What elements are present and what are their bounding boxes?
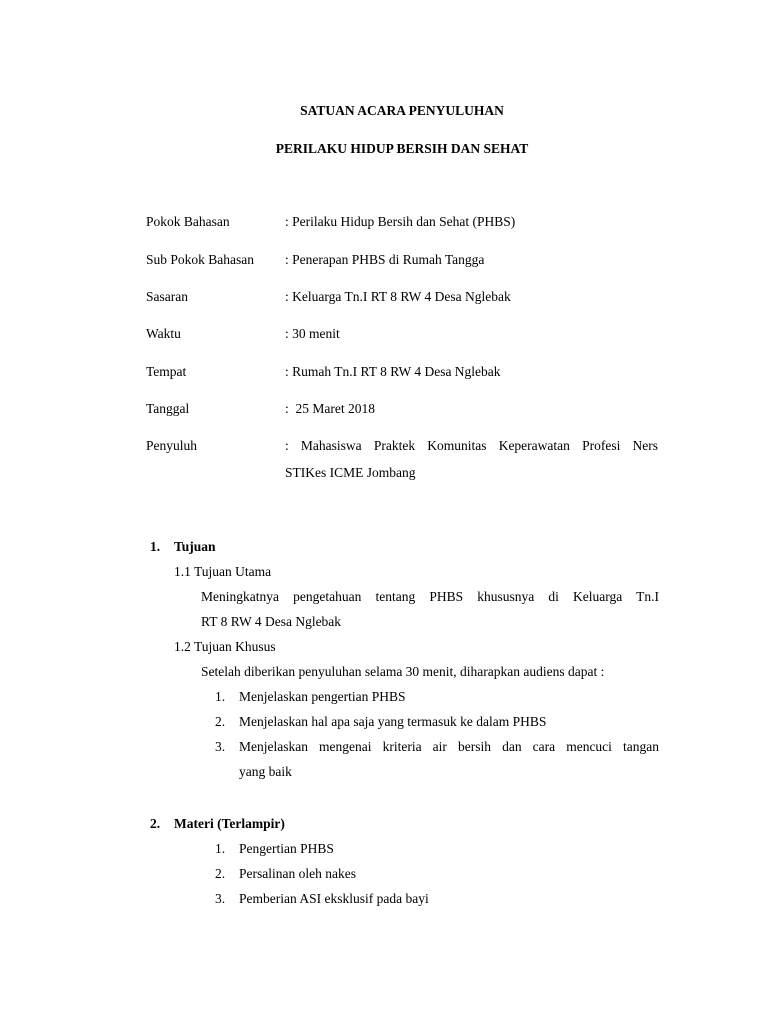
info-label-penyuluh: Penyuluh [146,438,198,453]
tujuan-khusus-item-3-line-2: yang baik [239,764,292,779]
tujuan-utama-text-line-2: RT 8 RW 4 Desa Nglebak [201,614,342,629]
tujuan-khusus-item-3-number: 3. [215,739,226,754]
info-label-pokok-bahasan: Pokok Bahasan [146,214,230,229]
info-value-tempat: : Rumah Tn.I RT 8 RW 4 Desa Nglebak [285,364,501,379]
info-label-sub-pokok-bahasan: Sub Pokok Bahasan [146,252,254,267]
materi-item-2-number: 2. [215,866,226,881]
info-value-penyuluh-line-2: STIKes ICME Jombang [285,465,416,480]
section-1-number: 1. [150,539,161,554]
tujuan-khusus-item-3: Menjelaskan mengenai kriteria air bersih dan cara mencuci tangan [239,739,659,754]
document-subtitle: PERILAKU HIDUP BERSIH DAN SEHAT [275,141,529,156]
info-value-pokok-bahasan: : Perilaku Hidup Bersih dan Sehat (PHBS) [285,214,516,229]
info-value-waktu: : 30 menit [285,326,340,341]
materi-item-2: Persalinan oleh nakes [239,866,356,881]
info-label-sasaran: Sasaran [146,289,188,304]
info-label-tanggal: Tanggal [146,401,190,416]
section-2-number: 2. [150,816,161,831]
materi-item-1-number: 1. [215,841,226,856]
tujuan-utama-label: 1.1 Tujuan Utama [174,564,272,579]
section-1-heading: Tujuan [174,539,216,554]
materi-item-1: Pengertian PHBS [239,841,334,856]
tujuan-utama-text: Meningkatnya pengetahuan tentang PHBS khususnya di Keluarga Tn.I [201,589,659,604]
info-value-tanggal: : 25 Maret 2018 [285,401,375,416]
info-label-tempat: Tempat [146,364,187,379]
info-value-sub-pokok-bahasan: : Penerapan PHBS di Rumah Tangga [285,252,485,267]
section-2-heading: Materi (Terlampir) [174,816,285,831]
tujuan-khusus-item-2-number: 2. [215,714,226,729]
materi-item-3: Pemberian ASI eksklusif pada bayi [239,891,429,906]
tujuan-khusus-intro: Setelah diberikan penyuluhan selama 30 menit, diharapkan audiens dapat : [201,664,605,679]
tujuan-khusus-item-1: Menjelaskan pengertian PHBS [239,689,406,704]
document-title: SATUAN ACARA PENYULUHAN [300,103,504,118]
info-value-penyuluh: : Mahasiswa Praktek Komunitas Keperawatan Profesi Ners [285,438,658,453]
info-value-sasaran: : Keluarga Tn.I RT 8 RW 4 Desa Nglebak [285,289,511,304]
tujuan-khusus-item-1-number: 1. [215,689,226,704]
info-label-waktu: Waktu [146,326,181,341]
materi-item-3-number: 3. [215,891,226,906]
tujuan-khusus-item-2: Menjelaskan hal apa saja yang termasuk ke dalam PHBS [239,714,547,729]
tujuan-khusus-label: 1.2 Tujuan Khusus [174,639,276,654]
